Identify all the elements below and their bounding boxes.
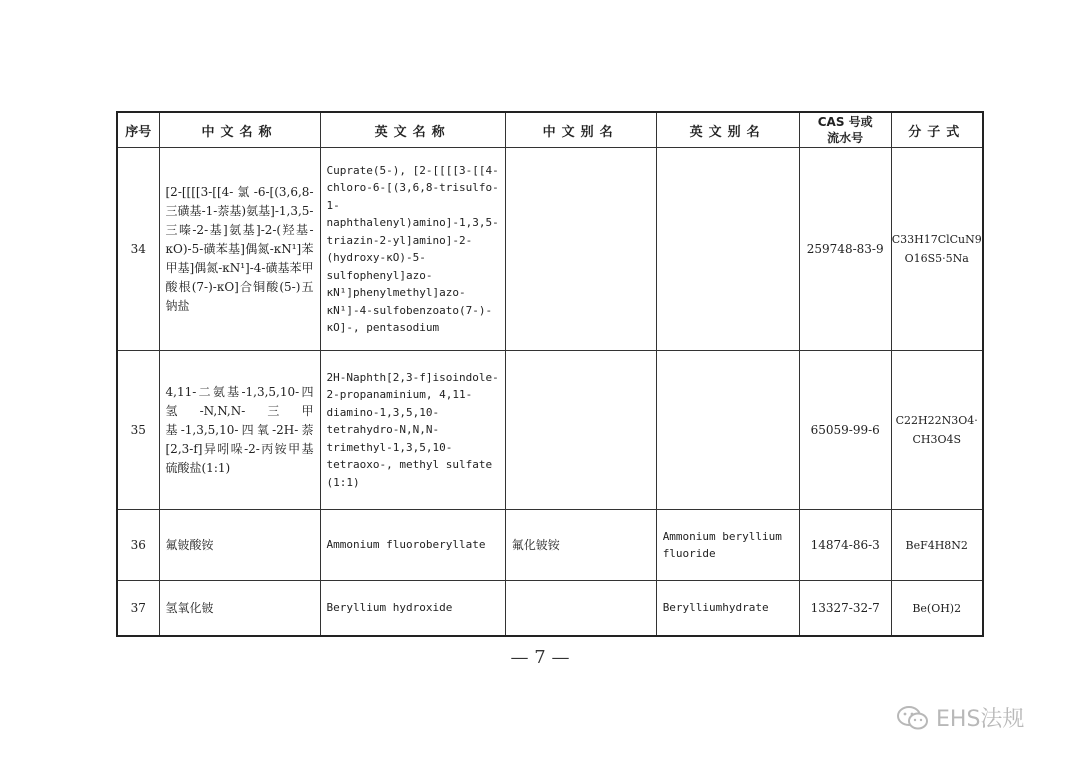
row-cas: 259748-83-9	[799, 148, 891, 351]
header-en-name: 英文名称	[320, 112, 505, 148]
table-row	[117, 351, 983, 510]
row-seq: 34	[117, 148, 159, 351]
header-row	[117, 112, 983, 148]
row-zh-name: 氢氧化铍	[159, 581, 320, 637]
row-en-alias: Ammonium beryllium fluoride	[656, 510, 799, 581]
row-en-alias	[656, 148, 799, 351]
row-formula	[891, 148, 983, 351]
row-zh-alias	[505, 148, 656, 351]
header-zh-name: 中文名称	[159, 112, 320, 148]
row-seq: 36	[117, 510, 159, 581]
watermark-text: EHS法规	[936, 707, 1025, 732]
header-cas-line1: CAS 号或	[817, 115, 873, 129]
formula-line1: BeF4H8N2	[905, 538, 968, 552]
row-en-alias	[656, 351, 799, 510]
row-zh-alias: 氟化铍铵	[505, 510, 656, 581]
row-en-alias: Berylliumhydrate	[656, 581, 799, 637]
row-zh-name: 氟铍酸铵	[159, 510, 320, 581]
row-zh-name: [2-[[[[3-[[4- 氯 -6-[(3,6,8-三磺基-1-萘基)氨基]-1,3,5-三嗪-2-基]氨基]-2-(羟基-κO)-5-磺苯基]偶氮-κN¹]苯甲基]偶氮-κN¹]-4-磺基苯甲酸根(7-)-κO]合铜酸(5-)五钠盐	[159, 148, 320, 351]
header-cas	[799, 112, 891, 148]
row-cas: 65059-99-6	[799, 351, 891, 510]
row-cas: 14874-86-3	[799, 510, 891, 581]
formula-line1: C22H22N3O4·	[895, 414, 978, 427]
chemical-table	[116, 111, 984, 637]
wechat-icon	[896, 705, 930, 731]
formula-line1: C33H17ClCuN9	[891, 233, 982, 246]
watermark	[896, 702, 1024, 733]
table-row	[117, 510, 983, 581]
formula-line2: CH3O4S	[912, 433, 961, 446]
header-cas-line2: 流水号	[827, 131, 864, 145]
row-formula	[891, 351, 983, 510]
row-cas: 13327-32-7	[799, 581, 891, 637]
row-en-name: 2H-Naphth[2,3-f]isoindole-2-propanaminium, 4,11-diamino-1,3,5,10-tetrahydro-N,N,N-trimethyl-1,3,5,10-tetraoxo-, methyl sulfate (1:1)	[320, 351, 505, 510]
row-formula	[891, 581, 983, 637]
row-zh-name: 4,11-二氨基-1,3,5,10-四氢-N,N,N-三甲基-1,3,5,10-四氧-2H-萘[2,3-f]异吲哚-2-丙铵甲基硫酸盐(1:1)	[159, 351, 320, 510]
page-number: — 7 —	[510, 647, 570, 668]
row-en-name: Ammonium fluoroberyllate	[320, 510, 505, 581]
header-seq: 序号	[117, 112, 159, 148]
row-zh-alias	[505, 581, 656, 637]
row-en-name: Cuprate(5-), [2-[[[[3-[[4-chloro-6-[(3,6,8-trisulfo-1-naphthalenyl)amino]-1,3,5-triazin-2-yl]amino]-2-(hydroxy-κO)-5-sulfophenyl]azo-κN¹]phenylmethyl]azo-κN¹]-4-sulfobenzoato(7-)-κO]-, pentasodium	[320, 148, 505, 351]
header-zh-alias: 中文别名	[505, 112, 656, 148]
row-seq: 35	[117, 351, 159, 510]
header-en-alias: 英文别名	[656, 112, 799, 148]
row-seq: 37	[117, 581, 159, 637]
table-row	[117, 148, 983, 351]
header-formula: 分子式	[891, 112, 983, 148]
row-en-name: Beryllium hydroxide	[320, 581, 505, 637]
table-row	[117, 581, 983, 637]
row-zh-alias	[505, 351, 656, 510]
formula-line2: O16S5·5Na	[904, 252, 969, 265]
formula-line1: Be(OH)2	[912, 601, 962, 615]
row-formula	[891, 510, 983, 581]
